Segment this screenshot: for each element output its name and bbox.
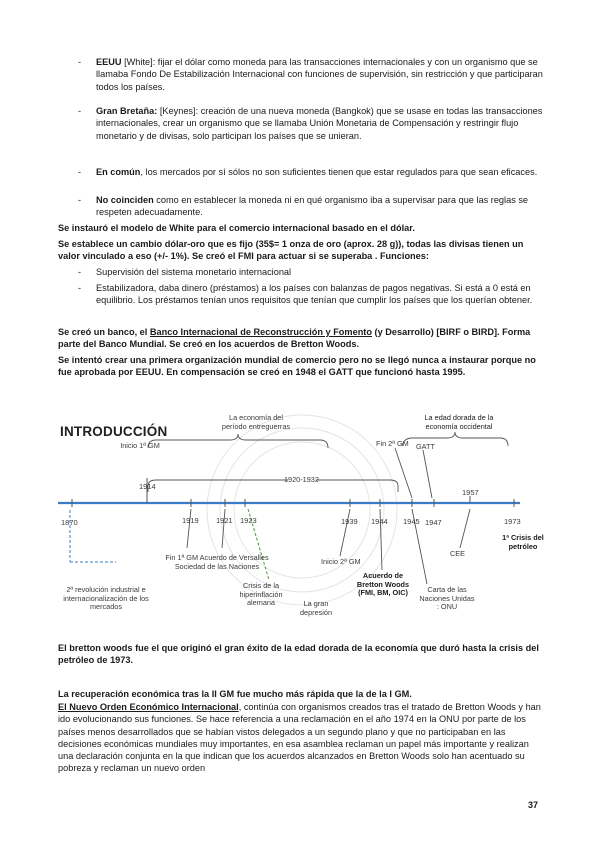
paragraph-white: Se instauró el modelo de White para el comercio internacional basado en el dólar. [58,223,415,233]
year-1919: 1919 [182,516,199,525]
paragraph-banco: Se creó un banco, el Banco Internacional de Reconstrucción y Fomento (y Desarrollo) [BIRF o BIRD]. Forma parte del Banco Mundial. Se creó en los acuerdos de Bretton Woods. [58,327,531,350]
bullet-dash: - [78,57,82,67]
paragraph-recuperacion: La recuperación económica tras la II GM fue mucho más rápida que la de la I GM. [58,689,412,699]
bullet-gran-bretana: Gran Bretaña: [Keynes]: creación de una nueva moneda (Bangkok) que se usase en todas las transacciones internacionales, crear un organismo que se llamaba Unión Monetaria de Compensación y restringir flujo monetario y de divisas, solo participan los países que se unieran. [96,106,543,141]
label-cee: CEE [450,549,466,558]
arrow-fin-1gm [187,509,191,548]
label-bretton-woods: Acuerdo de Bretton Woods (FMI, BM, OIC) [356,571,410,598]
label-fin-1gm: Fin 1ª GM Acuerdo de Versalles Sociedad de las Naciones [165,553,269,571]
arrow-cee [460,509,470,548]
year-1923: 1923 [240,516,257,525]
label-gran-depresion: La gran depresión [299,599,333,617]
bullet-dash: - [78,283,82,293]
label-carta-onu: Carta de las Naciones Unidas : ONU [419,585,475,612]
label-hiperinflacion: Crisis de la hiperinflación alemana [239,581,283,608]
label-fin-2gm: Fin 2ª GM [376,439,409,448]
label-gatt: GATT [416,442,435,451]
bullet-en-comun: En común, los mercados por sí sólos no son suficientes tienen que estar regulados para que sean eficaces. [96,167,538,177]
year-1939: 1939 [341,517,358,526]
year-1921: 1921 [216,516,233,525]
arrow-gatt [423,450,432,498]
year-1973: 1973 [504,517,521,526]
bullet-dash: - [78,195,82,205]
page-number: 37 [528,800,539,810]
brace-1920-1932-left [148,480,288,492]
label-1957: 1957 [462,488,479,497]
bullet-dash: - [78,167,82,177]
paragraph-bretton-exito: El bretton woods fue el que originó el gran éxito de la edad dorada de la economía que duró hasta la crisis del petróleo de 1973. [58,643,539,666]
timeline-title: INTRODUCCIÓN [60,424,168,439]
brace-1920-1932-right [316,480,398,492]
bullet-no-coinciden: No coinciden como en establecer la moneda ni en qué organismo iba a supervisar para que las reglas se respeten adecuadamente. [96,195,529,218]
label-inicio-1gm: Inicio 1ª GM [120,441,160,450]
label-inicio-2gm: Inicio 2ª GM [321,557,361,566]
year-1944: 1944 [371,517,388,526]
label-crisis-petroleo: 1ª Crisis del petróleo [502,533,544,551]
label-1920-1932: 1920-1932 [284,475,319,484]
year-1870: 1870 [61,518,78,527]
bullet-dash: - [78,267,82,277]
bullet-estabilizadora: Estabilizadora, daba dinero (préstamos) a los países con balanzas de pagos negativas. Si está a 0 está en equilibrio. Los préstamos tenían unos requisitos que tenían que cumplir los países que los querían obtener. [96,283,533,306]
label-rev-industrial: 2ª revolución industrial e internacionalización de los mercados [63,585,149,612]
label-edad-dorada: La edad dorada de la economía occidental [424,413,494,431]
bullet-eeuu: EEUU [White]: fijar el dólar como moneda para las transacciones internacionales y con un organismo que se llamaba Fondo De Estabilización Internacional con funciones de supervisión, sin restricción y que participaran todos los países. [96,57,543,92]
bullet-dash: - [78,106,82,116]
year-1945: 1945 [403,517,420,526]
paragraph-nuevo-orden: El Nuevo Orden Económico Internacional, continúa con organismos creados tras el tratado de Bretton Woods y han ido evolucionando sus funciones. Se hace referencia a una reclamación en el año 1974 en la ONU por parte de los países menos desarrollados que se habían vistos delegados a un segundo plano y que no participaban en las decisiones económicas mundiales muy importantes, en esa asamblea reclaman un papel más importante y realizan una declaración conjunta en la que indican que los acuerdos alcanzados en Bretton Woods solo han acentuado su pobreza y reclaman un nuevo orden [58,702,541,774]
paragraph-dolar-oro: Se establece un cambio dólar-oro que es fijo (35$= 1 onza de oro (aprox. 28 g)), todas las divisas tienen un valor vinculado a eso (+/- 1%). Se creó el FMI para actuar si se superaba . Funciones: [58,239,524,262]
brace-entreguerras [148,434,328,448]
label-entreguerras: La economía del período entreguerras [221,413,291,431]
label-1914: 1914 [139,482,156,491]
paragraph-omc: Se intentó crear una primera organización mundial de comercio pero no se llegó nunca a instaurar porque no fue aprobada por EEUU. En compensación se creó en 1948 el GATT que funcionó hasta 1995. [58,355,536,378]
year-1947: 1947 [425,518,442,527]
timeline-figure [52,410,552,625]
bullet-supervision: Supervisión del sistema monetario internacional [96,267,292,277]
